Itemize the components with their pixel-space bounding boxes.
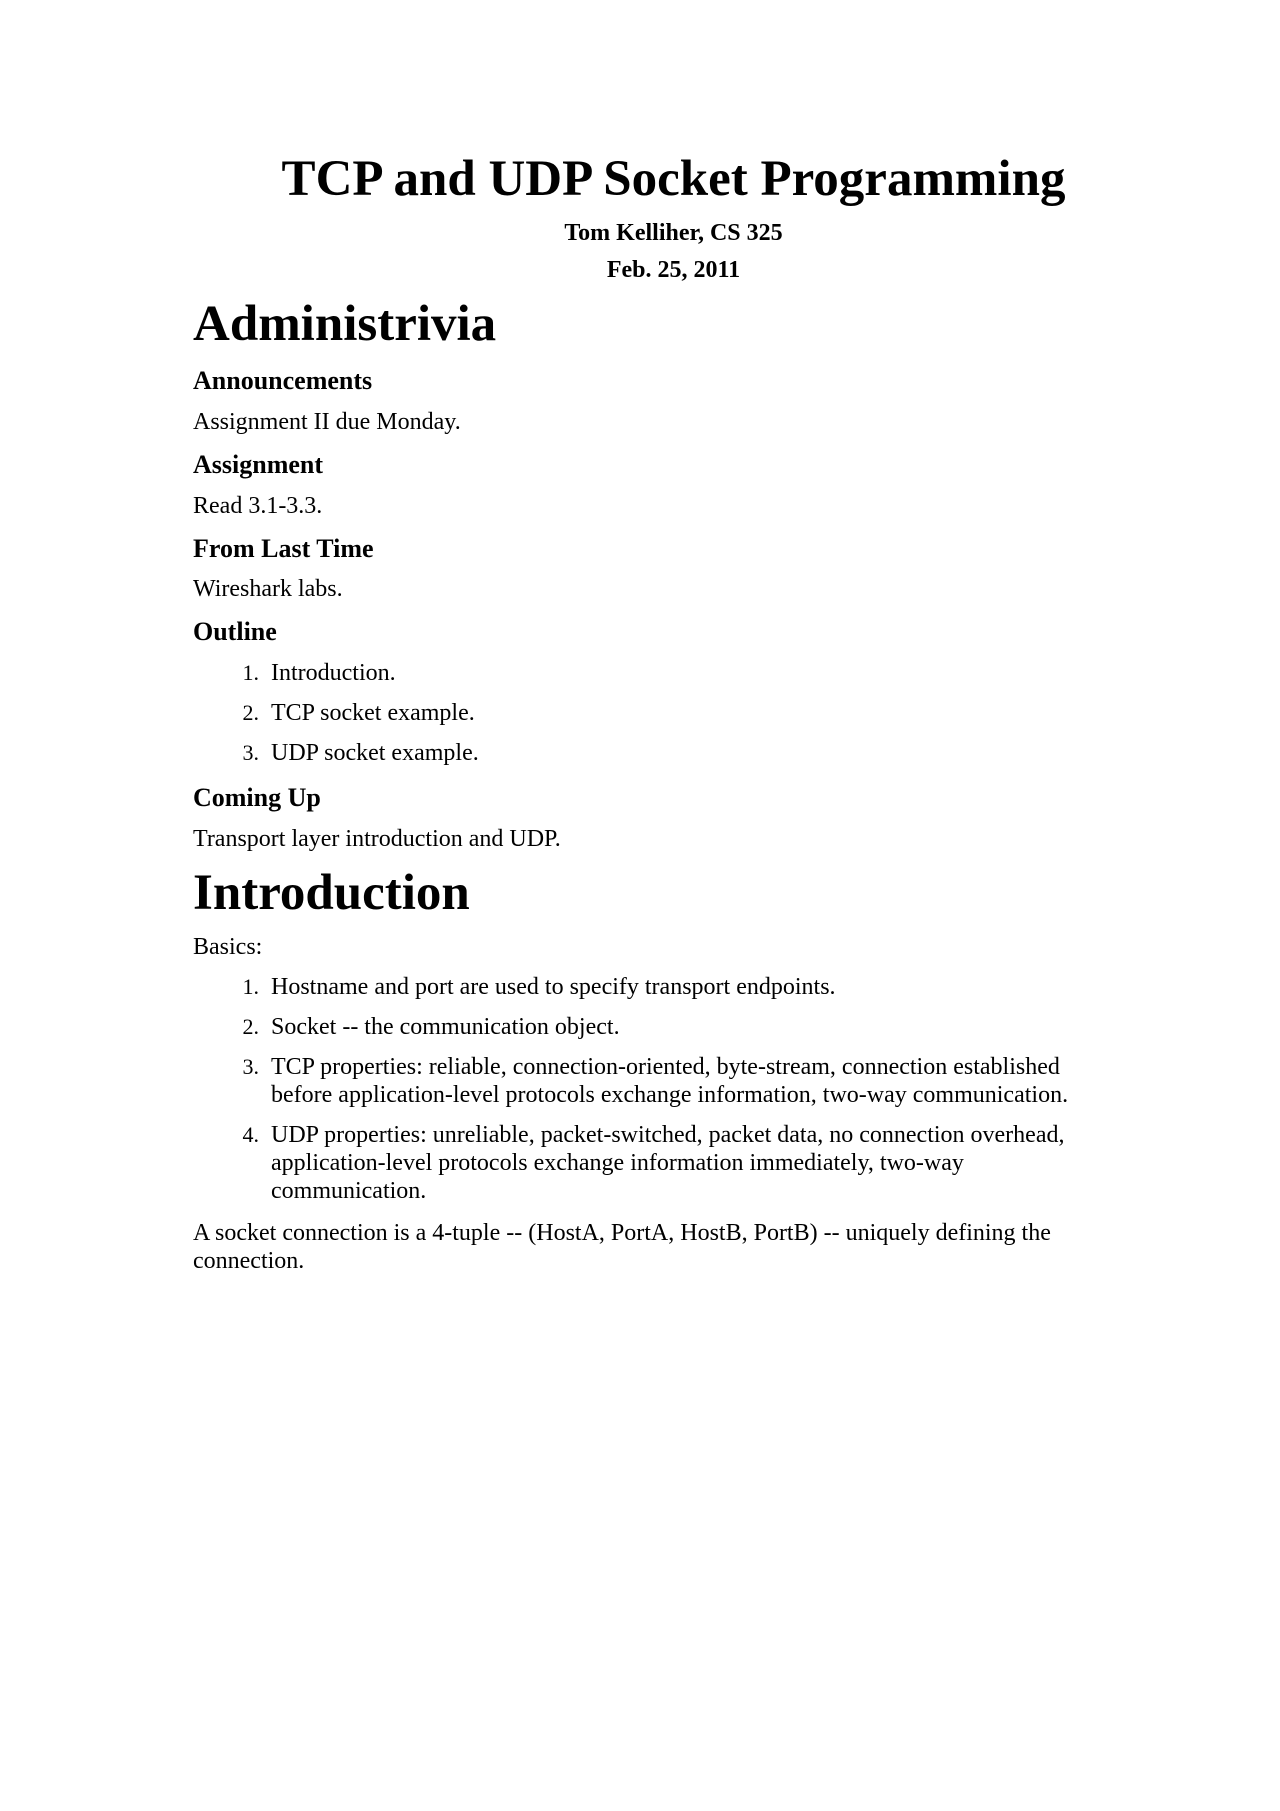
section-heading-administrivia: Administrivia: [193, 295, 497, 352]
list-number: 3.: [242, 740, 259, 766]
list-item-text: UDP socket example.: [271, 740, 479, 767]
list-number: 1.: [242, 974, 259, 999]
list-item-text: Socket -- the communication object.: [271, 1014, 620, 1040]
list-number: 2.: [242, 700, 259, 726]
list-item-text: Hostname and port are used to specify transport endpoints.: [271, 974, 836, 1000]
closing-paragraph: A socket connection is a 4-tuple -- (HostA, PortA, HostB, PortB) -- uniquely defining the connection.: [193, 1220, 1051, 1274]
list-item: [242, 973, 1088, 1001]
list-item-text: TCP properties: reliable, connection-oriented, byte-stream, connection established before application-level protocols exchange information, two-way communication.: [271, 1054, 1069, 1108]
section-heading-introduction: Introduction: [193, 864, 470, 921]
document-page: [193, 150, 1088, 1287]
list-item: [242, 1053, 1088, 1109]
last-time-text: Wireshark labs.: [193, 576, 343, 603]
author-line: Tom Kelliher, CS 325: [564, 219, 783, 246]
list-item-text: Introduction.: [271, 660, 396, 687]
list-item: [242, 739, 1088, 767]
assignment-text: Read 3.1-3.3.: [193, 492, 323, 519]
subheading-from-last-time: From Last Time: [193, 533, 374, 563]
list-item: [242, 659, 1088, 687]
list-number: 4.: [242, 1122, 259, 1147]
subheading-announcements: Announcements: [193, 365, 373, 395]
list-item-text: UDP properties: unreliable, packet-switched, packet data, no connection overhead, application-level protocols exchange information immediately, two-way communication.: [271, 1122, 1065, 1204]
document-title: TCP and UDP Socket Programming: [281, 151, 1066, 207]
list-item: [242, 699, 1088, 727]
announcements-text: Assignment II due Monday.: [193, 408, 461, 435]
subheading-coming-up: Coming Up: [193, 783, 321, 813]
outline-list: [193, 659, 1088, 767]
subheading-outline: Outline: [193, 617, 277, 647]
list-item: [242, 1013, 1088, 1041]
date-line: Feb. 25, 2011: [606, 257, 741, 284]
basics-list: [193, 973, 1088, 1205]
basics-label: Basics:: [193, 934, 263, 960]
list-number: 2.: [242, 1014, 259, 1039]
list-number: 1.: [242, 660, 259, 686]
list-item-text: TCP socket example.: [271, 700, 475, 727]
list-number: 3.: [242, 1054, 259, 1079]
subheading-assignment: Assignment: [193, 449, 324, 479]
list-item: [242, 1121, 1088, 1205]
coming-up-text: Transport layer introduction and UDP.: [193, 825, 561, 852]
